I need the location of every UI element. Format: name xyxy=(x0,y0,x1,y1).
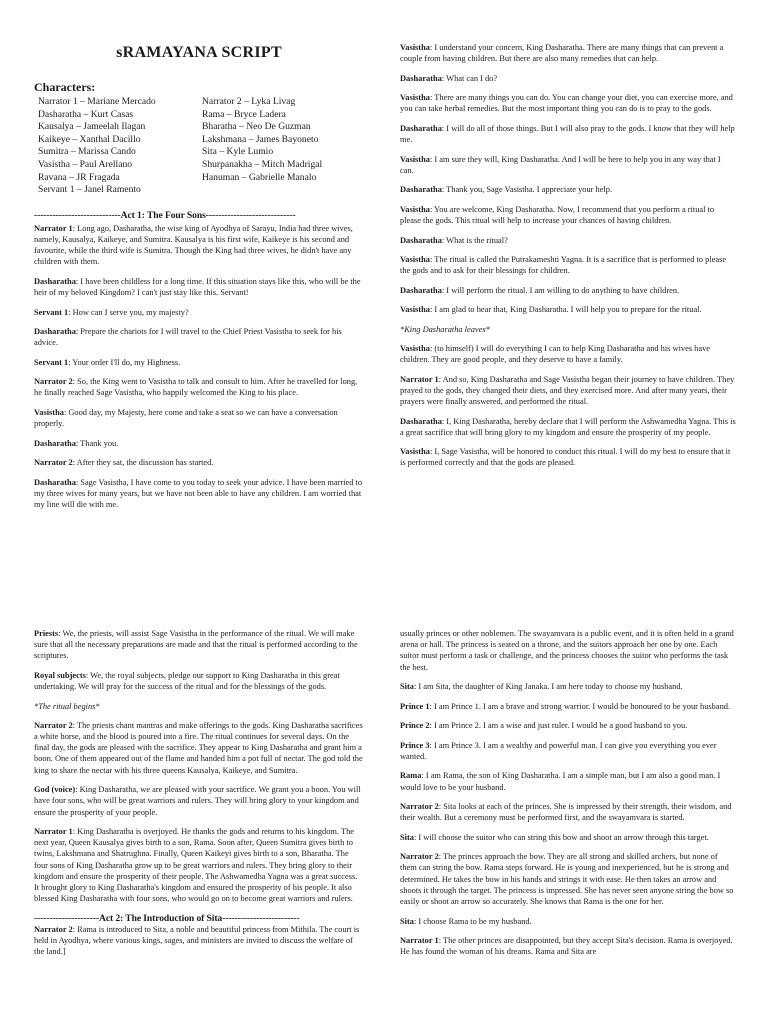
speaker-name: Prince 1 xyxy=(400,701,430,711)
cast-entry: Lakshmana – James Bayoneto xyxy=(202,133,319,145)
speaker-name: Vasistha xyxy=(400,93,430,103)
page-1 xyxy=(34,38,364,538)
cast-entry: Kausalya – Jameelah Ilagan xyxy=(38,121,146,133)
dialogue-text: : Sita looks at each of the princes. She is impressed by their strength, their wisdom, and their wealth. But a ceremony must be performed first, and the swayamvara is started. xyxy=(400,802,732,823)
cast-column-right xyxy=(202,96,364,197)
speaker-name: Sita xyxy=(400,832,414,842)
dialogue-line xyxy=(400,343,736,365)
dialogue-line xyxy=(400,628,736,673)
dialogue-text: : I will do all of those things. But I will also pray to the gods. I know that they will help me. xyxy=(400,123,735,145)
stage-direction: *The ritual begins* xyxy=(34,701,100,711)
speaker-name: Narrator 2 xyxy=(34,720,73,730)
speaker-name: Vasistha xyxy=(400,343,430,353)
speaker-name: Narrator 2 xyxy=(400,802,439,812)
dialogue-line xyxy=(34,326,364,348)
cast-entry: Ravana – JR Fragada xyxy=(38,171,120,183)
cast-entry: Hanuman – Gabrielle Manalo xyxy=(202,171,317,183)
speaker-name: Narrator 2 xyxy=(34,924,73,934)
dialogue-line xyxy=(400,92,736,114)
speaker-name: Servant 1 xyxy=(34,307,69,317)
dialogue-line xyxy=(400,374,736,408)
dialogue-line xyxy=(34,784,364,818)
dialogue-line xyxy=(34,670,364,692)
cast-entry: Narrator 1 – Mariane Mercado xyxy=(38,96,156,107)
dialogue-line xyxy=(400,235,736,246)
dialogue-line xyxy=(400,254,736,276)
cast-entry: Sumitra – Marissa Cando xyxy=(38,146,136,158)
dialogue-line xyxy=(34,357,364,368)
cast-list xyxy=(34,96,364,197)
dialogue-line xyxy=(34,276,364,298)
dialogue-line xyxy=(400,720,736,731)
cast-entry: Shurpanakha – Mitch Madrigal xyxy=(202,158,323,170)
dialogue-text: : Your order I'll do, my Highness. xyxy=(68,357,181,367)
dialogue-line xyxy=(400,285,736,296)
dialogue-text: : Sage Vasistha, I have come to you today to seek your advice. I have been married to my three wives for many years, but we have not been able to have any children. I am worried that my line will die with me. xyxy=(34,477,363,510)
dialogue-line xyxy=(400,740,736,762)
cast-entry: Kaikeye – Xanthal Dacillo xyxy=(38,133,141,145)
speaker-name: Dasharatha xyxy=(400,73,442,83)
cast-entry: Servant 1 – Janel Ramento xyxy=(38,184,141,196)
dialogue-text: : So, the King went to Vasistha to talk and consult to him. After he travelled for long, he finally reached Sage Vasistha, who happily welcomed the King to his place. xyxy=(34,377,358,398)
speaker-name: Dasharatha xyxy=(400,285,442,295)
speaker-name: Narrator 2 xyxy=(34,458,73,468)
dialogue-text: : I, Sage Vasistha, will be honored to conduct this ritual. I will do my best to ensure that it is performed correctly and that the gods are pleased. xyxy=(400,447,731,468)
dialogue-text: : Thank you, Sage Vasistha. I appreciate your help. xyxy=(441,185,613,195)
speaker-name: Sita xyxy=(400,682,414,692)
dialogue-text: : What is the ritual? xyxy=(441,235,508,245)
dialogue-line xyxy=(400,73,736,84)
dialogue-text: : I am Sita, the daughter of King Janaka. I am here today to choose my husband. xyxy=(413,682,683,692)
dialogue-line xyxy=(34,376,364,398)
dialogue-text: : I am Prince 1. I am a brave and strong warrior. I would be honoured to be your husband. xyxy=(429,701,731,711)
dialogue-text: : I understand your concern, King Dasharatha. There are many things that can prevent a couple from having children. But there are also many remedies that can help. xyxy=(400,43,724,64)
dialogue-text: : The ritual is called the Putrakameshti Yagna. It is a sacrifice that is performed to please the gods and to ask for their blessings for children. xyxy=(400,255,727,276)
dialogue-line xyxy=(34,924,364,958)
speaker-name: Dasharatha xyxy=(34,327,76,337)
cast-entry: Vasistha – Paul Arellano xyxy=(38,158,133,170)
speaker-name: Dasharatha xyxy=(34,276,76,286)
dialogue-text: : I am glad to hear that, King Dasharatha. I will help you to prepare for the ritual. xyxy=(429,305,702,315)
dialogue-text: : I will perform the ritual. I am willing to do anything to have children. xyxy=(441,285,680,295)
speaker-name: Narrator 1 xyxy=(400,936,439,946)
stage-direction: *King Dasharatha leaves* xyxy=(400,324,490,334)
dialogue-line xyxy=(34,628,364,662)
dialogue-text: : How can I serve you, my majesty? xyxy=(68,307,189,317)
dialogue-line xyxy=(400,935,736,957)
dialogue-line xyxy=(34,457,364,468)
speaker-name: Servant 1 xyxy=(34,357,69,367)
dialogue-line xyxy=(34,720,364,776)
cast-entry: Sita – Kyle Lumio xyxy=(202,146,274,158)
page-1-dialogue xyxy=(34,223,364,511)
dialogue-text: : Rama is introduced to Sita, a noble and beautiful princess from Mithila. The court is held in Ayodhya, where various kings, sages, and ministers are invited to discuss the welfare of the land.] xyxy=(34,924,360,957)
page-3 xyxy=(34,628,364,1024)
dialogue-text: : What can I do? xyxy=(441,73,498,83)
dialogue-line xyxy=(34,438,364,449)
dialogue-text: : I choose Rama to be my husband. xyxy=(413,916,532,926)
dialogue-line xyxy=(400,184,736,195)
speaker-name: Vasistha xyxy=(400,447,430,457)
speaker-name: Prince 2 xyxy=(400,721,430,731)
dialogue-text: : We, the priests, will assist Sage Vasistha in the performance of the ritual. We will make sure that all the necessary preparations are made and that the ritual is performed according to the scriptures. xyxy=(34,629,358,661)
speaker-name: Priests xyxy=(34,629,59,638)
dialogue-line xyxy=(400,204,736,226)
dialogue-line xyxy=(400,801,736,823)
dialogue-line xyxy=(400,42,736,64)
cast-column-left xyxy=(38,96,200,197)
dialogue-text: : And so, King Dasharatha and Sage Vasistha began their journey to have children. They prayed to the gods, they changed their diets, and they exercised more. And after many years, their prayers were finally answered, and performed the ritual. xyxy=(400,374,735,407)
dialogue-text: : I, King Dasharatha, hereby declare that I will perform the Ashwamedha Yagna. This is a great sacrifice that will bring glory to my kingdom and ensure the prosperity of my people. xyxy=(400,416,736,437)
dialogue-line xyxy=(400,123,736,145)
dialogue-line xyxy=(400,851,736,907)
dialogue-text: : You are welcome, King Dasharatha. Now, I recommend that you perform a ritual to please the gods. This ritual will help to increase your chances of having children. xyxy=(400,204,715,226)
speaker-name: Vasistha xyxy=(400,255,430,265)
speaker-name: Vasistha xyxy=(34,407,64,417)
speaker-name: Vasistha xyxy=(400,305,430,315)
cast-entry: Narrator 2 – Lyka Livag xyxy=(202,96,296,107)
characters-heading: Characters: xyxy=(34,80,96,94)
page-4-dialogue xyxy=(400,628,736,957)
speaker-name: Rama xyxy=(400,771,422,781)
speaker-name: Dasharatha xyxy=(400,416,442,426)
speaker-name: Narrator 2 xyxy=(400,852,439,862)
page-3-dialogue xyxy=(34,628,364,904)
dialogue-text: : The priests chant mantras and make offerings to the gods. King Dasharatha sacrifices a white horse, and the blood is poured into a fire. The ritual continues for several days. On the final day, the gods are pleased with the sacrifice. They appear to King Dasharatha and grant him a boon. One of them appeared out of the flame and handed him a pot full of nectar. The god told the king to share the nectar with his three queens Kausalya, Kaikeye, and Sumitra. xyxy=(34,720,363,775)
speaker-name: Royal subjects xyxy=(34,670,86,680)
speaker-name: Narrator 2 xyxy=(34,377,73,387)
cast-entry: Bharatha – Neo De Guzman xyxy=(202,121,311,133)
dialogue-text: : The other princes are disappointed, but they accept Sita's decision. Rama is overjoyed. He has found the woman of his dreams. Rama and Sita are xyxy=(400,936,733,957)
dialogue-line xyxy=(400,832,736,843)
dialogue-line xyxy=(34,826,364,904)
page-4 xyxy=(400,628,736,1024)
cast-entry: Dasharatha – Kurt Casas xyxy=(38,108,134,120)
act-2-heading: ---------------------Act 2: The Introduction of Sita------------------------- xyxy=(34,912,300,924)
dialogue-line xyxy=(400,701,736,712)
dialogue-line xyxy=(400,681,736,692)
dialogue-text: : There are many things you can do. You can change your diet, you can exercise more, and you can take herbal remedies. But the most important thing you can do is to pray to the gods. xyxy=(400,93,733,114)
speaker-name: Narrator 1 xyxy=(34,827,73,837)
dialogue-text: : Good day, my Majesty, here come and take a seat so we can have a conversation properly. xyxy=(34,407,338,429)
dialogue-line xyxy=(34,477,364,511)
dialogue-text: : I am Prince 3. I am a wealthy and powerful man. I can give you everything you ever wanted. xyxy=(400,740,717,761)
speaker-name: Dasharatha xyxy=(34,438,76,448)
speaker-name: God (voice) xyxy=(34,785,76,795)
speaker-name: Prince 3 xyxy=(400,740,430,750)
dialogue-text: : I am Rama, the son of King Dasharatha. I am a simple man, but I am also a good man. I would love to be your husband. xyxy=(400,771,721,792)
dialogue-text: : I have been childless for a long time. If this situation stays like this, who will be the heir of my beloved Kingdom? I can't just stay like this. Servant! xyxy=(34,276,361,298)
dialogue-line xyxy=(400,416,736,438)
dialogue-text: : King Dasharatha, we are pleased with your sacrifice. We grant you a boon. You will have four sons, who will be great warriors and rulers. They will bring glory to your kingdom and ensure the prosperity of your people. xyxy=(34,785,361,817)
dialogue-line xyxy=(400,304,736,315)
speaker-name: Sita xyxy=(400,916,414,926)
speaker-name: Dasharatha xyxy=(400,235,442,245)
speaker-name: Vasistha xyxy=(400,204,430,214)
dialogue-line xyxy=(400,770,736,792)
dialogue-line xyxy=(34,307,364,318)
speaker-name: Vasistha xyxy=(400,43,430,52)
speaker-name: Narrator 1 xyxy=(400,374,439,384)
cast-entry: Rama – Bryce Ladera xyxy=(202,108,286,120)
speaker-name: Vasistha xyxy=(400,154,430,164)
dialogue-line xyxy=(34,223,364,268)
dialogue-text: : We, the royal subjects, pledge our support to King Dasharatha in this great undertaking. We will pray for the success of the ritual and for the blessings of the gods. xyxy=(34,670,340,692)
dialogue-text: : Prepare the chariots for I will travel to the Chief Priest Vasistha to seek for his advice. xyxy=(34,327,342,348)
dialogue-text: : After they sat, the discussion has started. xyxy=(72,458,214,468)
dialogue-text: : I am sure they will, King Dasharatha. And I will be here to help you in any way that I can. xyxy=(400,154,721,175)
dialogue-line xyxy=(400,916,736,927)
page-2 xyxy=(400,42,736,552)
page-2-dialogue xyxy=(400,42,736,469)
dialogue-text: : King Dasharatha is overjoyed. He thanks the gods and returns to his kingdom. The next year, Queen Kausalya gives birth to a son, Rama. Soon after, Queen Sumitra gives birth to twins, Lakshmana and Shatrughna. Finally, Queen Kaikeyi gives birth to a son, Bharatha. The four sons of King Dasharatha grow up to be great warriors and rulers. They bring glory to their kingdom and ensure the prosperity of their people. The Ashwamedha Yagna was a great success. It brought glory to King Dasharatha's kingdom and ensured the prosperity of his people. It also blessed King Dasharatha with four sons, who would go on to become great warriors and rulers. xyxy=(34,827,358,904)
speaker-name: Dasharatha xyxy=(34,477,76,487)
dialogue-text: : I am Prince 2. I am a wise and just ruler. I would be a good husband to you. xyxy=(429,721,688,731)
dialogue-text: : Long ago, Dasharatha, the wise king of Ayodhya of Sarayu, India had three wives, namely, Kausalya, Kaikeye, and Sumitra. Kausalya is his first wife, Kaikeye is his second and favourite, while the third wife is Sumitra. Though the King had three wives, he didn't have any children with them. xyxy=(34,223,353,267)
dialogue-text: usually princes or other noblemen. The swayamvara is a public event, and it is often held in a grand arena or hall. The princess is seated on a throne, and the suitors approach her one by one. Each suitor must perform a task or challenge, and the princess chooses the suitor who performs the task the best. xyxy=(400,629,734,672)
speaker-name: Narrator 1 xyxy=(34,223,73,233)
dialogue-text: : Thank you. xyxy=(75,438,119,448)
dialogue-line xyxy=(400,446,736,468)
dialogue-text: : I will choose the suitor who can string this bow and shoot an arrow through this target. xyxy=(413,832,709,842)
speaker-name: Dasharatha xyxy=(400,123,442,133)
script-title: sRAMAYANA SCRIPT xyxy=(116,44,282,61)
act-1-heading: ----------------------------Act 1: The Four Sons----------------------------- xyxy=(34,209,296,221)
dialogue-text: : (to himself) I will do everything I can to help King Dasharatha and his wives have children. They are good people, and they deserve to have a family. xyxy=(400,343,710,365)
dialogue-line xyxy=(400,154,736,176)
dialogue-line xyxy=(34,407,364,429)
speaker-name: Dasharatha xyxy=(400,185,442,195)
dialogue-text: : The princes approach the bow. They are all strong and skilled archers, but none of them can string the bow. Rama steps forward. He is young and inexperienced, but he is strong and determined. He takes the bow in his hands and strings it with ease. He then takes an arrow and shoots it through the target. The princess is impressed. She has never seen anyone string the bow so easily or shoot an arrow so accurately. She knows that Rama is the one for her. xyxy=(400,852,734,907)
